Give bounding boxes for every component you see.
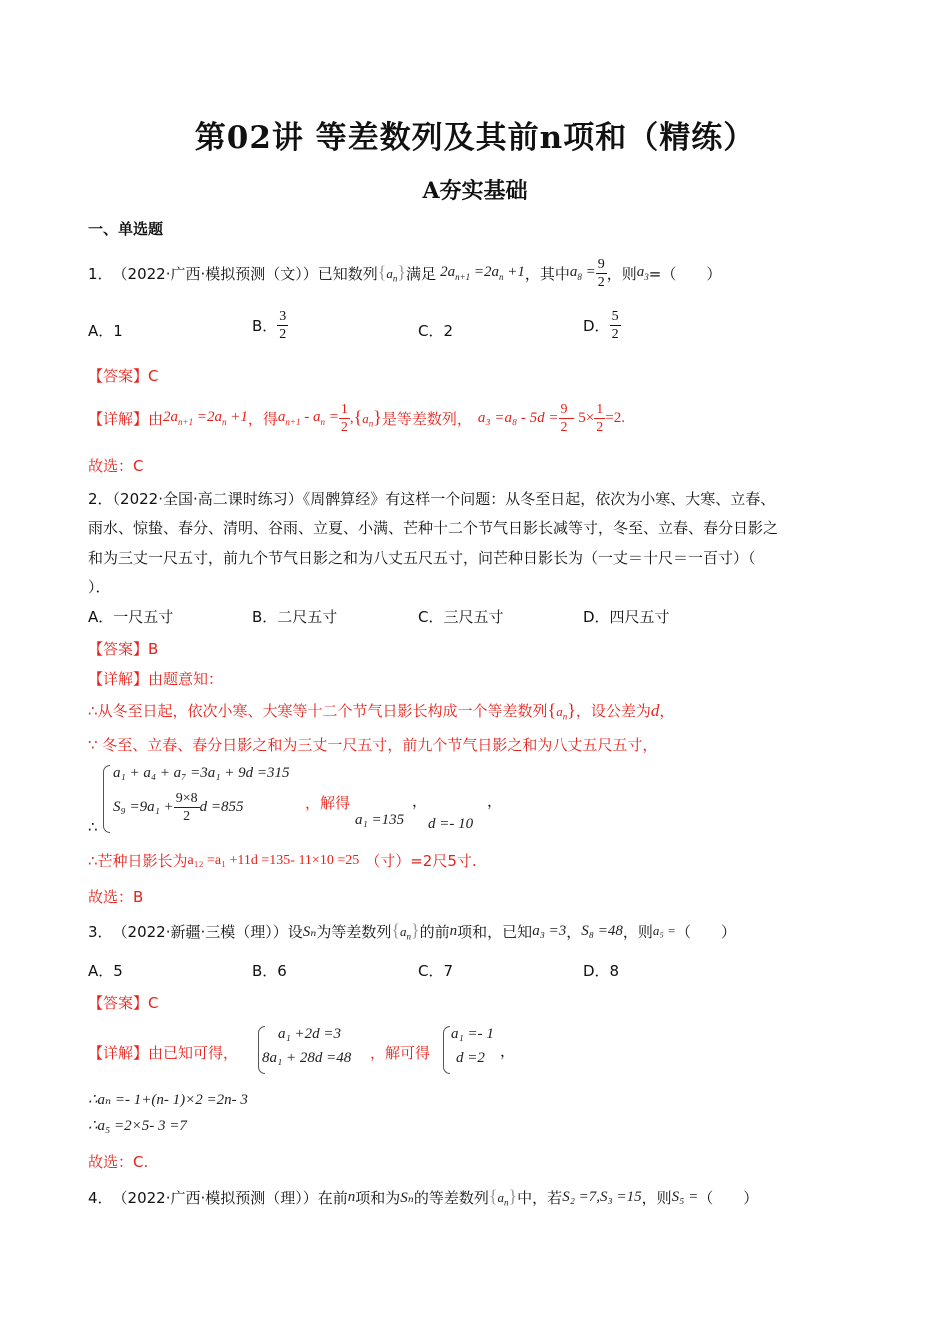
q3-system-2-line-1: a₁ =- 1	[451, 1026, 494, 1042]
q2-option-c[interactable]: C．三尺五寸	[418, 608, 504, 626]
q3-system-brace-2	[443, 1026, 450, 1074]
q3-detail-label: 【详解】由已知可得，	[88, 1044, 239, 1062]
q3-option-b[interactable]: B．6	[252, 962, 287, 980]
q1-option-a[interactable]: A．1	[88, 322, 123, 340]
question-2-line-1: 2．（2022·全国·高二课时练习）《周髀算经》有这样一个问题：从冬至日起，依次为小寒、大寒、立春、	[88, 490, 776, 508]
question-4: 4． （2022·广西·模拟预测（理））在前 n 项和为 Sₙ 的等差数列 $\{a_n\}$ 中，若 S₂ =7,S₃ =15 ，则 S₅ = （ ）	[88, 1186, 759, 1208]
q1-where: ，其中	[524, 264, 570, 283]
q1-seq: $\{a_n\}$	[377, 262, 407, 284]
q3-option-c[interactable]: C．7	[418, 962, 454, 980]
q1-a3: $a_3$	[636, 264, 649, 282]
q2-conclusion: 故选：B	[88, 888, 144, 906]
q2-detail-2: ∴从冬至日起，依次小寒、大寒等十二个节气日影长构成一个等差数列 $\{a_n\}$ ，设公差为 d ，	[88, 700, 675, 722]
q2-solve: ，解得	[305, 794, 351, 812]
q3-system-1-line-2: 8a₁ + 28d =48	[262, 1050, 352, 1066]
q3-detail-solve: ，解可得	[370, 1044, 431, 1062]
q3-option-d[interactable]: D．8	[583, 962, 620, 980]
q1-a8: $a_8$ =	[569, 264, 596, 282]
q2-system-line-2: S₉ =9a₁ + $\frac{9\times 8}{2}$ d =855	[113, 791, 244, 824]
q2-answer: 【答案】B	[88, 640, 159, 658]
q2-system-brace	[103, 765, 110, 833]
page-title: 第02讲 等差数列及其前n项和（精练）	[194, 120, 756, 156]
question-2-line-4: ）．	[88, 578, 111, 596]
q3-line-a5: ∴a₅ =2×5- 3 =7	[88, 1118, 187, 1134]
q2-detail-3: ∵ 冬至、立春、春分日影之和为三丈一尺五寸，前九个节气日影之和为八丈五尺五寸，	[88, 736, 658, 754]
q2-comma-2: ，	[487, 792, 503, 810]
question-3: 3． （2022·新疆·三模（理））设 Sₙ 为等差数列 $\{a_n\}$ 的前 n 项和，已知 a₃ =3 ， S₈ =48 ，则 a₅ = （ ）	[88, 920, 736, 942]
q3-system-2-line-2: d =2	[456, 1050, 485, 1066]
q2-d-value: d =- 10	[428, 816, 474, 832]
q2-option-d[interactable]: D．四尺五寸	[583, 608, 670, 626]
q1-detail: 【详解】 由 $2a_{n+1} =2a_n +1$ ，得 $a_{n+1} - a_n$ = $\frac{1}{2}$ , $\{a_n\}$ 是等差数列， a₃ =a₈ - 5d = $\frac{9}{2}$ - 5× $\frac{1}{2}$ =2.	[88, 401, 625, 435]
q2-comma-1: ，	[412, 792, 428, 810]
q1-number: 1．	[88, 264, 113, 283]
q1-option-c[interactable]: C．2	[418, 322, 454, 340]
q2-detail-1: 【详解】由题意知：	[88, 670, 224, 688]
q2-option-a[interactable]: A．一尺五寸	[88, 608, 174, 626]
q3-system-1-line-1: a₁ +2d =3	[278, 1026, 341, 1042]
q1-conclusion: 故选：C	[88, 457, 144, 475]
q2-detail-4: ∴芒种日影长为 a₁₂ =a₁ +11d =135- 11×10 =25 （寸）=2尺5寸.	[88, 852, 477, 870]
q1-a8-fraction: $\frac{9}{2}$	[597, 256, 605, 290]
q3-line-an: ∴aₙ =- 1+(n- 1)×2 =2n- 3	[88, 1092, 248, 1108]
q3-option-a[interactable]: A．5	[88, 962, 123, 980]
question-2-line-3: 和为三丈一尺五寸，前九个节气日影之和为八丈五尺五寸，问芒种日影长为（一丈＝十尺＝一百寸）（	[88, 549, 756, 567]
q3-conclusion: 故选：C.	[88, 1153, 149, 1171]
q1-blank: =（ ）	[648, 264, 722, 283]
q1-source: （2022·广西·模拟预测（文））已知数列	[112, 264, 378, 283]
q2-system-line-1: a₁ + a₄ + a₇ =3a₁ + 9d =315	[113, 765, 290, 781]
q1-option-d[interactable]: D． $\frac{5}{2}$	[583, 309, 619, 342]
q2-option-b[interactable]: B．二尺五寸	[252, 608, 338, 626]
section-heading: 一、单选题	[88, 220, 164, 238]
q1-satisfy: 满足	[406, 264, 437, 283]
q1-option-b[interactable]: B． $\frac{3}{2}$	[252, 309, 287, 342]
q3-answer: 【答案】C	[88, 994, 159, 1012]
q2-a1-value: a₁ =135	[355, 812, 405, 828]
question-1	[88, 258, 721, 288]
q2-therefore: ∴	[88, 818, 98, 836]
page-subtitle: A夯实基础	[422, 178, 528, 204]
q1-recurrence: $2a_{n+1} =2a_n +1$	[440, 264, 525, 282]
q1-then: ，则	[606, 264, 637, 283]
question-2-line-2: 雨水、惊蛰、春分、清明、谷雨、立夏、小满、芒种十二个节气日影长减等寸，冬至、立春、春分日影之	[88, 519, 779, 537]
q3-detail-comma: ，	[500, 1042, 516, 1060]
q1-answer: 【答案】C	[88, 367, 159, 385]
